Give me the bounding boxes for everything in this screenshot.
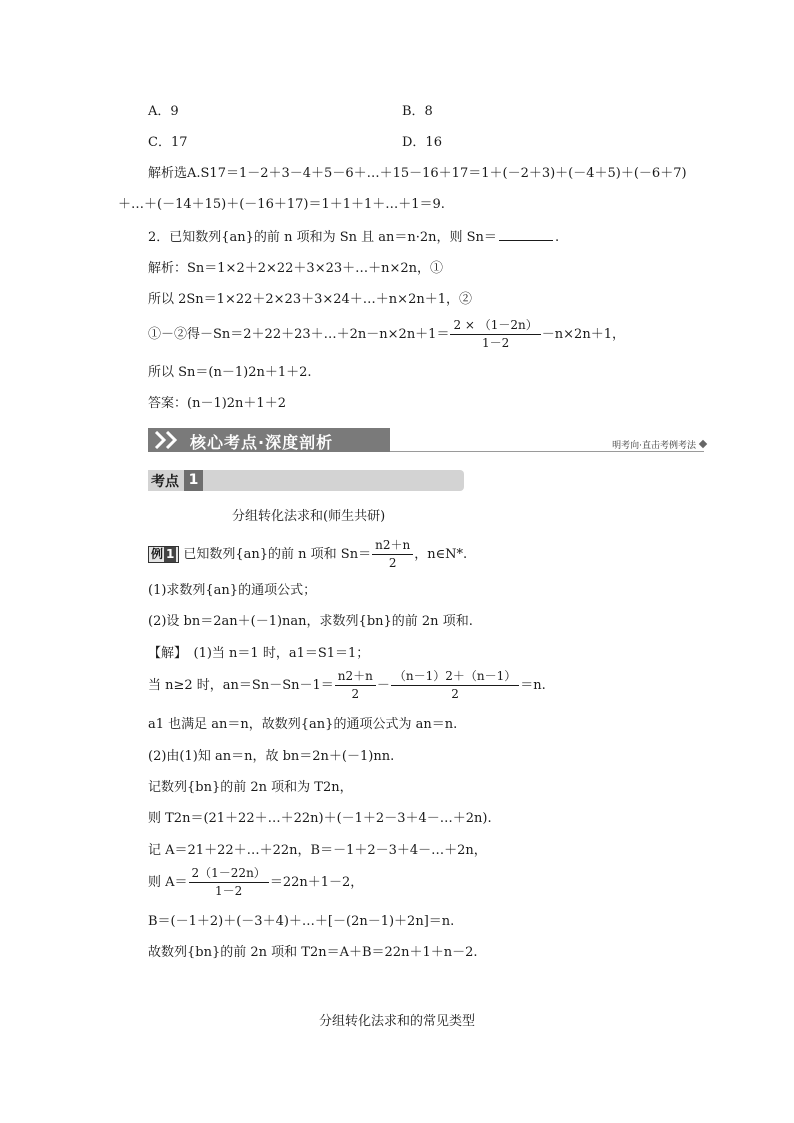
solution-line4: (2)由(1)知 an＝n，故 bn＝2n＋(－1)nn. [148, 749, 395, 764]
q2-answer: 答案：(n－1)2n＋1＋2 [148, 396, 286, 411]
q2-stem: 2．已知数列{an}的前 n 项和为 Sn 且 an＝n·2n，则 Sn＝ . [148, 230, 560, 245]
banner-title: 核心考点·深度剖析 [190, 433, 334, 452]
solution-line6: 则 T2n＝(21＋22＋…＋22n)＋(－1＋2－3＋4－…＋2n). [148, 811, 492, 826]
topic-title: 分组转化法求和(师生共研) [232, 509, 386, 524]
choice-b: B．8 [402, 104, 433, 119]
solution-line9: B＝(－1＋2)＋(－3＋4)＋…＋[－(2n－1)＋2n]＝n. [148, 914, 455, 929]
choice-c: C．17 [148, 135, 188, 150]
solution-fraction3: $\frac{2(1-22n)}{1-2}$ [189, 866, 269, 899]
example-part1: (1)求数列{an}的通项公式； [148, 583, 317, 598]
banner-tagline: 明考向·直击考例考法 [612, 441, 696, 451]
q1-solution-line2: ＋…＋(－14＋15)＋(－16＋17)＝1＋1＋1＋…＋1＝9. [118, 197, 445, 212]
banner-rule [390, 451, 704, 452]
kaodian-label: 考点 [151, 474, 179, 490]
solution-line7: 记 A＝21＋22＋…＋22n，B＝－1＋2－3＋4－…＋2n， [148, 843, 487, 858]
section-banner [148, 428, 390, 452]
solution-line5: 记数列{bn}的前 2n 项和为 T2n， [148, 780, 353, 795]
q1-solution-line1: 解析选A.S17＝1－2＋3－4＋5－6＋…＋15－16＋17＝1＋(－2＋3)＋(－4＋5)＋(－6＋7) [148, 166, 687, 181]
choice-d: D．16 [402, 135, 442, 150]
diamond-icon [699, 440, 707, 448]
solution-line3: a1 也满足 an＝n，故数列{an}的通项公式为 an＝n. [148, 717, 458, 732]
example-part2: (2)设 bn＝2an＋(－1)nan，求数列{bn}的前 2n 项和. [148, 614, 473, 629]
double-chevron-icon [154, 431, 184, 449]
example-fraction: $\frac{n2+n}{2}$ [372, 538, 413, 571]
choice-a: A．9 [148, 104, 179, 119]
solution-line2: 当 n≥2 时，an＝Sn－Sn－1＝ $\frac{n2+n}{2}$ － $\frac{(n-1)2+(n-1)}{2}$ ＝n. [148, 669, 546, 701]
kaodian-number: 1 [184, 470, 203, 491]
q2-step2: 所以 2Sn＝1×22＋2×23＋3×24＋…＋n×2n＋1，② [148, 292, 472, 307]
kaodian-bar [148, 470, 464, 491]
footer-heading: 分组转化法求和的常见类型 [318, 1014, 475, 1029]
q2-step3: ①－②得－Sn＝2＋22＋23＋…＋2n－n×2n＋1＝ $\frac{2 \times (1-2n)}{1-2}$ －n×2n＋1， [148, 318, 625, 350]
solution-fraction1: $\frac{n2+n}{2}$ [335, 669, 376, 702]
example-badge: 例 1 [148, 546, 179, 563]
q2-fraction: $\frac{2 \times (1-2n)}{1-2}$ [450, 318, 540, 351]
solution-fraction2: $\frac{(n-1)2+(n-1)}{2}$ [391, 669, 519, 702]
example-stem: 例 1 已知数列{an}的前 n 项和 Sn＝ $\frac{n2+n}{2}$ ，n∈N*. [148, 538, 467, 571]
solution-line8: 则 A＝ $\frac{2(1-22n)}{1-2}$ ＝22n＋1－2， [148, 866, 364, 898]
solution-line10: 故数列{bn}的前 2n 项和 T2n＝A＋B＝22n＋1＋n－2. [148, 945, 478, 960]
solution-line1: 【解】 (1)当 n＝1 时，a1＝S1＝1； [148, 646, 370, 661]
q2-step4: 所以 Sn＝(n－1)2n＋1＋2. [148, 365, 312, 380]
q2-step1: 解析：Sn＝1×2＋2×22＋3×23＋…＋n×2n，① [148, 261, 444, 276]
answer-blank[interactable] [499, 228, 553, 241]
